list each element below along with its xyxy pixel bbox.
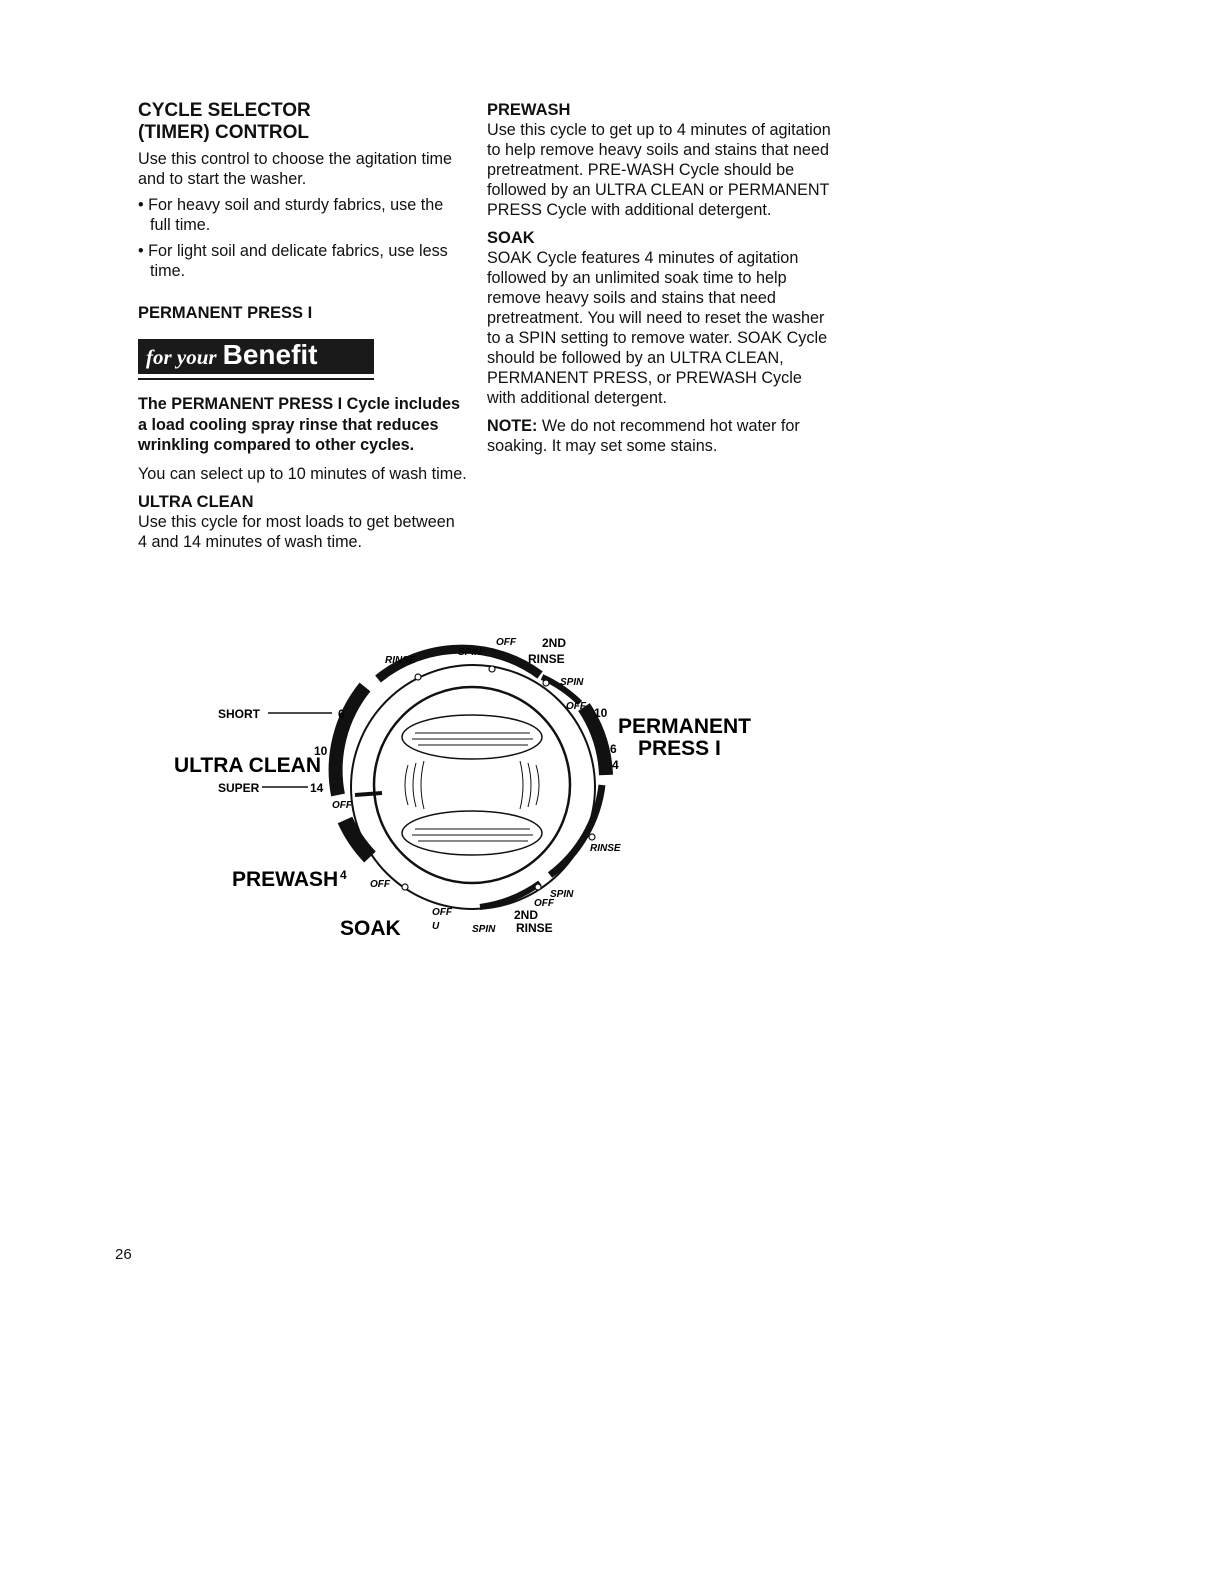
label-press-i: PRESS I — [638, 737, 721, 760]
label-spin-top: SPIN — [458, 647, 482, 658]
cycle-selector-heading: CYCLE SELECTOR (TIMER) CONTROL — [138, 100, 311, 143]
benefit-text: The PERMANENT PRESS I Cycle includes a load cooling spray rinse that reduces wrinkling compared to other cycles. — [138, 395, 461, 454]
label-num-14: 14 — [310, 781, 324, 795]
label-spin-bottom: SPIN — [472, 924, 496, 935]
label-off-left: OFF — [332, 800, 352, 811]
label-rinse-right: RINSE — [590, 843, 621, 854]
cycle-selector-intro: Use this control to choose the agitation time and to start the washer. — [138, 150, 453, 188]
ultra-clean-text: Use this cycle for most loads to get between 4 and 14 minutes of wash time. — [138, 512, 455, 551]
page-number: 26 — [115, 1246, 132, 1263]
dial-pointer — [355, 793, 382, 795]
permanent-press-heading: PERMANENT PRESS I — [138, 304, 313, 322]
label-u-bottom: U — [432, 921, 440, 932]
left-column — [138, 100, 468, 552]
label-soak: SOAK — [340, 917, 401, 940]
soak-heading: SOAK — [487, 229, 535, 247]
label-num-6-left: 6 — [338, 707, 345, 721]
ultra-clean-heading: ULTRA CLEAN — [138, 492, 254, 511]
label-prewash: PREWASH — [232, 868, 339, 891]
label-num-4-right: 4 — [612, 758, 619, 772]
for-your-benefit-banner: for your Benefit — [138, 339, 374, 374]
label-num-4-left: 4 — [340, 868, 347, 882]
soak-text: SOAK Cycle features 4 minutes of agitation followed by an unlimited soak time to help remove heavy soils and stains that need pretreatment. You will need to reset the washer to a SPIN setting to remove water. SOAK Cycle should be followed by an ULTRA CLEAN, PERMANENT PRESS, or PREWASH Cycle with additional detergent. — [487, 249, 828, 407]
label-super: SUPER — [218, 781, 260, 795]
label-off-bottom-right: OFF — [534, 898, 554, 909]
label-short: SHORT — [218, 707, 260, 721]
label-2nd-top: 2ND — [542, 636, 567, 650]
label-num-6-right: 6 — [610, 742, 617, 756]
permanent-press-text: You can select up to 10 minutes of wash time. — [138, 464, 467, 483]
bullet-light-soil: • For light soil and delicate fabrics, use less time. — [138, 242, 448, 280]
banner-rule — [138, 378, 374, 380]
label-spin-bottom-right: SPIN — [550, 889, 574, 900]
right-column — [487, 100, 832, 456]
note-paragraph — [487, 416, 832, 456]
note-text: We do not recommend hot water for soaking. It may set some stains. — [487, 417, 800, 455]
label-ultra-clean: ULTRA CLEAN — [174, 754, 321, 777]
label-off-top-right: OFF — [566, 701, 586, 712]
dial-knob — [374, 687, 570, 883]
label-permanent: PERMANENT — [618, 715, 752, 738]
label-off-top: OFF — [496, 637, 516, 648]
label-2nd-bottom: 2ND — [514, 908, 539, 922]
cycle-selector-bullets — [138, 195, 468, 281]
label-off-bottom: OFF — [432, 907, 452, 918]
prewash-text: Use this cycle to get up to 4 minutes of agitation to help remove heavy soils and stains that need pretreatment. PRE-WASH Cycle should be followed by an ULTRA CLEAN or PERMANENT PRESS Cycle with additional detergent. — [487, 121, 831, 219]
label-rinse-top-2nd: RINSE — [528, 652, 565, 666]
prewash-heading: PREWASH — [487, 101, 571, 119]
label-rinse-bottom: RINSE — [516, 921, 553, 935]
bullet-heavy-soil: • For heavy soil and sturdy fabrics, use the full time. — [138, 196, 444, 234]
label-num-10-left: 10 — [314, 744, 328, 758]
note-label: NOTE: — [487, 417, 538, 435]
label-num-10-right: 10 — [594, 706, 608, 720]
cycle-selector-dial-diagram — [150, 625, 770, 955]
label-rinse-top: RINSE — [385, 655, 416, 666]
label-off-soak: OFF — [370, 879, 390, 890]
label-spin-top-right: SPIN — [560, 677, 584, 688]
